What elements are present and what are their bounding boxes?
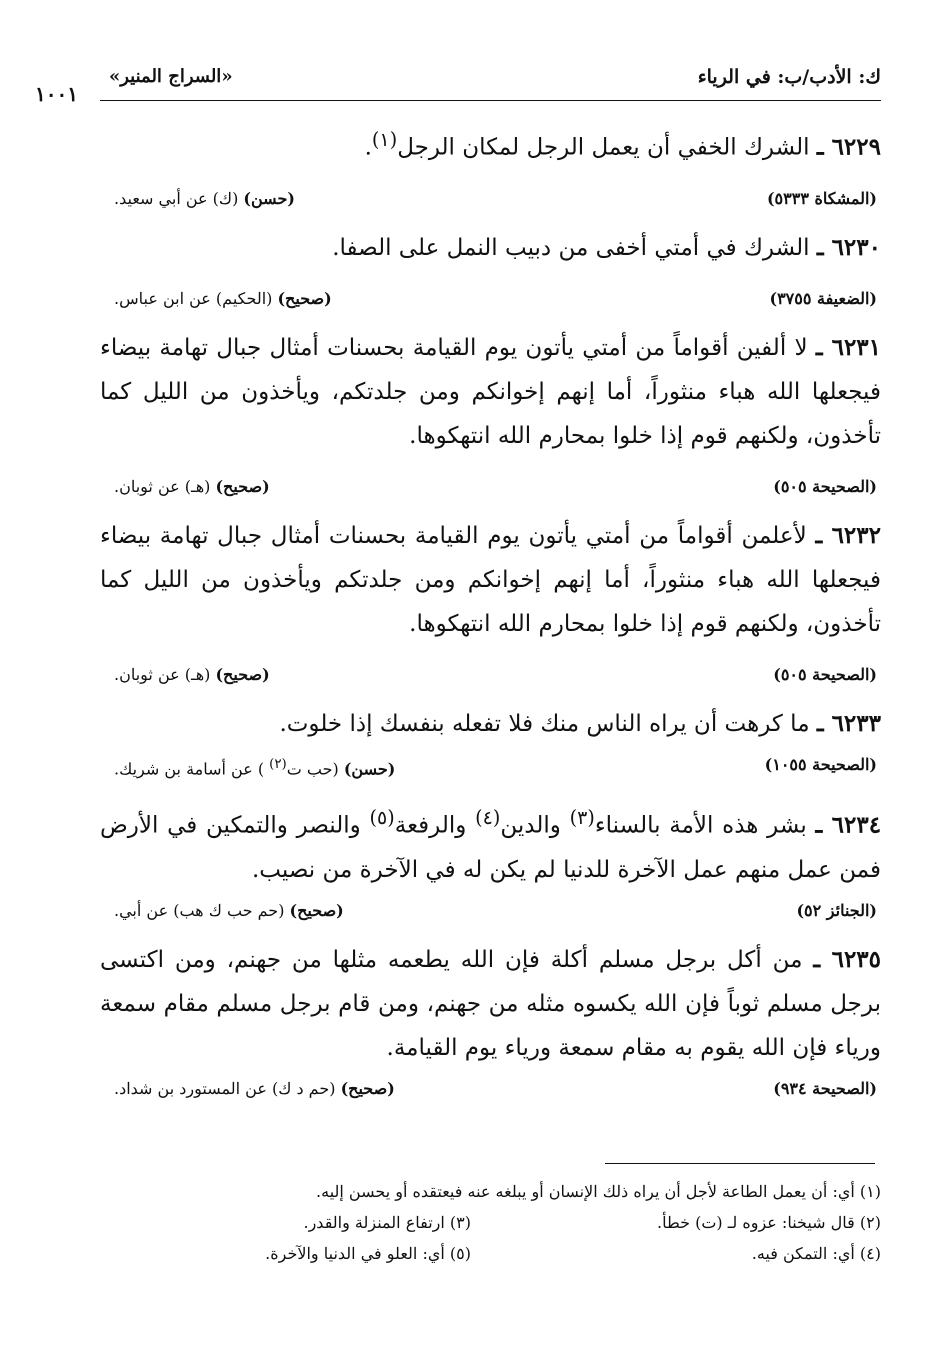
hadith-entry [100,514,881,690]
hadith-number: ٦٢٣١ ـ [815,333,882,361]
hadith-text: ٦٢٣٥ ـ من أكل برجل مسلم أكلة فإن الله يطعمه مثلها من جهنم، ومن اكتسى برجل مسلم ثوباً فإن الله يكسوه مثله من جهنم، ومن قام برجل مسلم مقام سمعة ورياء فإن الله يقوم به مقام سمعة ورياء يوم القيامة. [100,945,882,1061]
footnote-5: (٥) أي: العلو في الدنيا والآخرة. [265,1244,471,1263]
hadith-text: ٦٢٣٤ ـ بشر هذه الأمة بالسناء$^{(٣)}$ والدين$^{(٤)}$ والرفعة$^{(٥)}$ والنصر والتمكين في الأرض فمن عمل منهم عمل الآخرة للدنيا لم يكن له في الآخرة من نصيب. [100,805,882,883]
hadith-number: ٦٢٣٢ ـ [815,521,881,549]
hadith-grading: (حسن) (ك) عن أبي سعيد. [114,188,295,208]
hadith-entry [100,326,881,502]
hadith-text: ٦٢٣٢ ـ لأعلمن أقواماً من أمتي يأتون يوم القيامة بحسنات أمثال جبال تهامة بيضاء فيجعلها الله هباء منثوراً، أما إنهم إخوانكم ومن جلدتكم ويأخذون من الليل كما تأخذون، ولكنهم قوم إذا خلوا بمحارم الله انتهكوها. [100,521,881,637]
hadith-number: ٦٢٣٥ ـ [813,945,882,973]
hadith-grading: (صحيح) (هـ) عن ثوبان. [114,664,270,684]
hadith-entry [100,938,881,1104]
hadith-reference: (الصحيحة ٥٠٥) [773,664,877,684]
hadith-reference: (الصحيحة ٥٠٥) [773,476,877,496]
hadith-number: ٦٢٣٣ ـ [816,709,881,737]
hadith-text: ٦٢٣٠ ـ الشرك في أمتي أخفى من دبيب النمل على الصفا. [332,233,881,261]
hadith-entry [100,226,881,314]
page-header [35,60,881,106]
hadith-entry [100,796,881,926]
footnote-2: (٢) قال شيخنا: عزوه لـ (ت) خطأ. [657,1213,881,1232]
hadith-grading: (حسن) (حب ت$^{(٢)}$ ) عن أسامة بن شريك. [114,756,396,778]
footnotes [100,1176,881,1269]
chapter-header: ك: الأدب/ب: في الرياء [697,66,881,88]
hadith-number: ٦٢٣٠ ـ [816,233,881,261]
header-divider [100,100,881,101]
hadith-source-line [100,184,881,214]
hadith-entry [100,702,881,784]
hadith-grading: (صحيح) (هـ) عن ثوبان. [114,476,270,496]
hadith-text: ٦٢٣٣ ـ ما كرهت أن يراه الناس منك فلا تفعله بنفسك إذا خلوت. [279,709,881,737]
hadith-source-line [100,472,881,502]
hadith-grading: (صحيح) (حم د ك) عن المستورد بن شداد. [114,1078,395,1098]
hadith-reference: (الضعيفة ٣٧٥٥) [769,288,877,308]
hadith-text: ٦٢٣١ ـ لا ألفين أقواماً من أمتي يأتون يوم القيامة بحسنات أمثال جبال تهامة بيضاء فيجعلها الله هباء منثوراً، أما إنهم إخوانكم ومن جلدتكم، ويأخذون من الليل كما تأخذون، ولكنهم قوم إذا خلوا بمحارم الله انتهكوها. [100,333,882,449]
hadith-text: ٦٢٢٩ ـ الشرك الخفي أن يعمل الرجل لمكان الرجل$^{(١)}$. [364,128,881,161]
hadith-source-line [100,660,881,690]
page-number: ١٠٠١ [35,82,78,106]
hadith-reference: (الصحيحة ١٠٥٥) [764,754,877,774]
hadith-reference: (المشكاة ٥٣٣٣) [766,188,877,208]
hadith-source-line [100,750,881,784]
hadith-reference: (الصحيحة ٩٣٤) [773,1078,877,1098]
hadith-reference: (الجنائز ٥٢) [796,900,877,920]
footnote-4: (٤) أي: التمكن فيه. [751,1244,881,1263]
hadith-source-line [100,284,881,314]
hadith-number: ٦٢٣٤ ـ [815,811,882,839]
hadith-list [100,118,881,1116]
footnote-divider [605,1163,875,1164]
hadith-grading: (صحيح) (حم حب ك هب) عن أبي. [114,900,344,920]
hadith-number: ٦٢٢٩ ـ [816,133,881,161]
footnote-3: (٣) ارتفاع المنزلة والقدر. [303,1213,471,1232]
hadith-source-line [100,896,881,926]
book-title: «السراج المنير» [109,66,233,87]
hadith-source-line [100,1074,881,1104]
footnote-1: (١) أي: أن يعمل الطاعة لأجل أن يراه ذلك الإنسان أو يبلغه عنه فيعتقده أو يحسن إليه. [316,1182,881,1201]
hadith-grading: (صحيح) (الحكيم) عن ابن عباس. [114,288,332,308]
hadith-entry [100,118,881,214]
